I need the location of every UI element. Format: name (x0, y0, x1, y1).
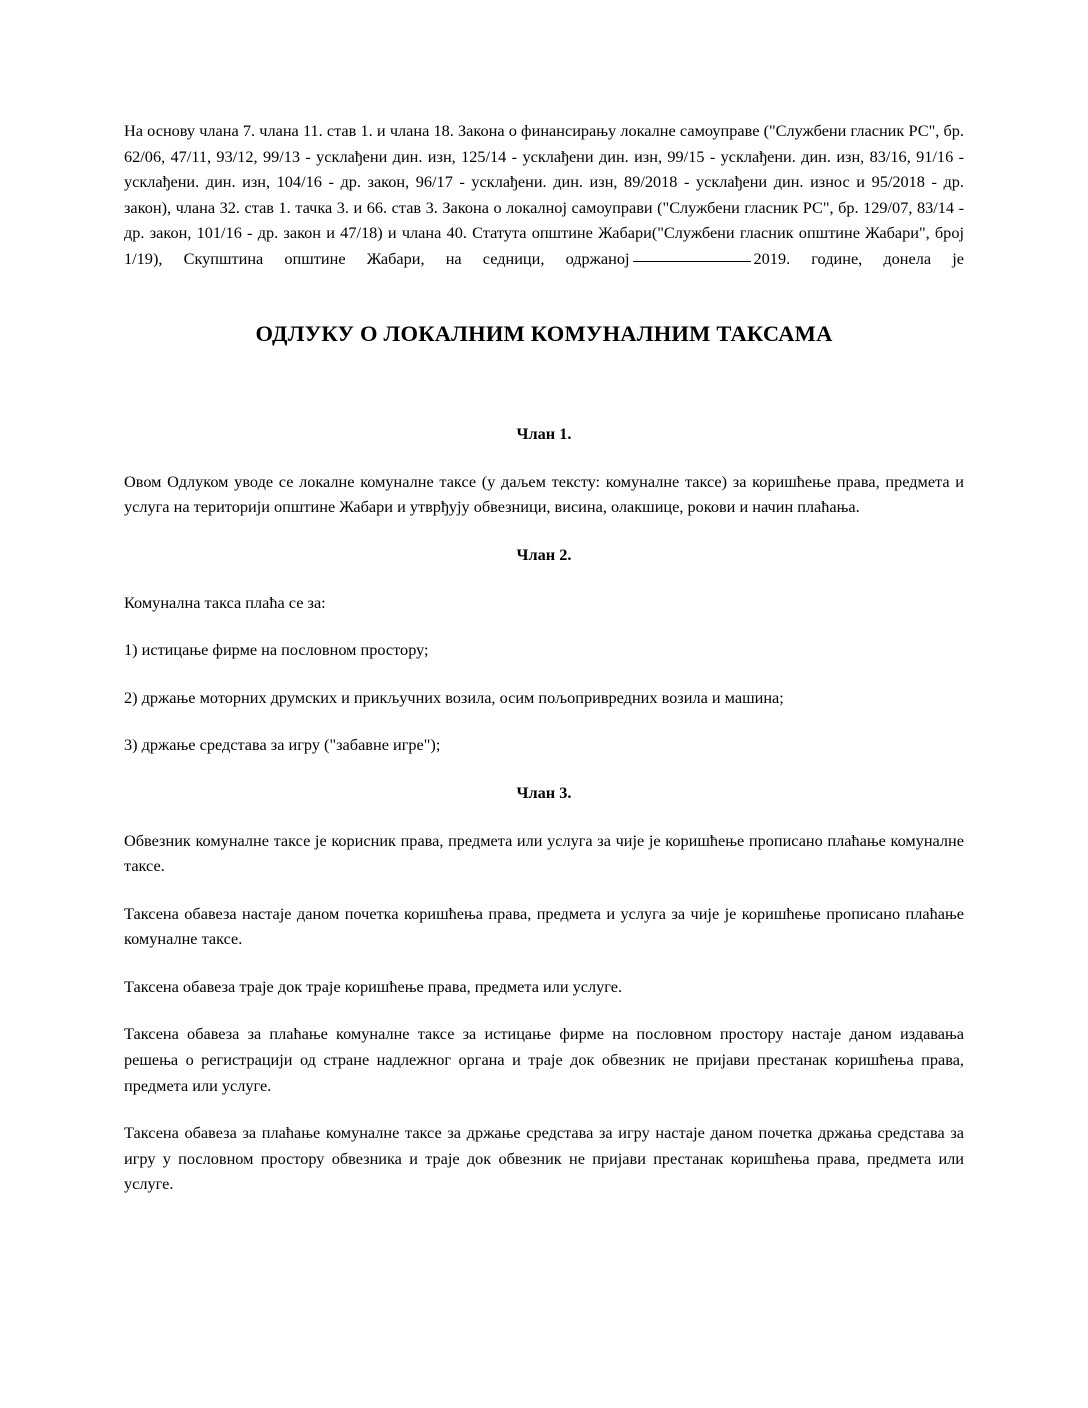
spacer-a3p1 (124, 879, 964, 901)
spacer-a2p2 (124, 663, 964, 685)
spacer-a2p3 (124, 710, 964, 732)
article-2-list-item-3: 3) држање средстава за игру ("забавне игре"); (124, 735, 441, 755)
article-3-paragraph-2: Таксена обавеза настаје даном почетка коришћења права, предмета и услуга за чије је коришћење прописано плаћање комуналне таксе. (124, 903, 964, 949)
spacer-art2 (124, 568, 964, 590)
article-heading-2: Члан 2. (516, 544, 572, 564)
spacer-art3 (124, 806, 964, 828)
document-title: ОДЛУКУ О ЛОКАЛНИМ КОМУНАЛНИМ ТАКСАМА (255, 321, 833, 347)
article-2-paragraph-1: Комунална такса плаћа се за: (124, 592, 326, 612)
article-3-paragraph-5: Таксена обавеза за плаћање комуналне таксе за држање средстава за игру настаје даном почетка држања средстава за игру у пословном простору обвезника и траје док обвезник не пријави престанак коришћења права, предмета или услуге. (124, 1123, 964, 1194)
spacer-a3p4 (124, 1098, 964, 1120)
document-body (124, 118, 964, 1197)
article-2-list-item-2: 2) држање моторних друмских и прикључних возила, осим пољопривредних возила и машина; (124, 687, 784, 707)
spacer-a3p3 (124, 999, 964, 1021)
preamble-text-before-blank: На основу члана 7. члана 11. став 1. и члана 18. Закона о финансирању локалне самоуправе ("Службени гласник РС", бр. 62/06, 47/11, 93/12, 99/13 - усклађени дин. изн, 125/14 - усклађени дин. изн, 99/15 - усклађени. дин. изн, 83/16, 91/16 - усклађени. дин. изн, 104/16 - др. закон, 96/17 - усклађени. дин. изн, 89/2018 - усклађени дин. износ и 95/2018 - др. закон), члана 32. став 1. тачка 3. и 66. став 3. Закона о локалној самоуправи ("Службени гласник РС", бр. 129/07, 83/14 - др. закон, 101/16 - др. закон и 47/18) и члана 40. Статута општине Жабари("Службени гласник општине Жабари", број 1/19), Скупштина општине Жабари, на седници, одржаној (124, 121, 964, 268)
preamble-text-after-blank: 2019. године, донела је (753, 248, 964, 268)
article-2-list-item-1: 1) истицање фирме на пословном простору; (124, 640, 429, 660)
spacer-before-art2 (124, 520, 964, 542)
article-3-paragraph-4: Таксена обавеза за плаћање комуналне таксе за истицање фирме на пословном простору настаје даном издавања решења о регистрацији од стране надлежног органа и траје док обвезник не пријави престанак коришћења права, предмета или услуге. (124, 1024, 964, 1095)
spacer-a2p1 (124, 615, 964, 637)
preamble-paragraph (124, 118, 964, 297)
article-3-paragraph-3: Таксена обавеза траје док траје коришћење права, предмета или услуге. (124, 976, 623, 996)
spacer-before-art3 (124, 758, 964, 780)
spacer-a3p2 (124, 952, 964, 974)
spacer-art1 (124, 447, 964, 469)
spacer-title (124, 349, 964, 421)
article-3-paragraph-1: Обвезник комуналне таксе је корисник права, предмета или услуга за чије је коришћење прописано плаћање комуналне таксе. (124, 830, 964, 876)
article-heading-3: Члан 3. (516, 782, 572, 802)
article-heading-1: Члан 1. (516, 424, 572, 444)
date-blank-field[interactable] (633, 261, 751, 262)
article-1-paragraph-1: Овом Одлуком уводе се локалне комуналне таксе (у даљем тексту: комуналне таксе) за коришћење права, предмета и услуга на територији општине Жабари и утврђују обвезници, висина, олакшице, рокови и начин плаћања. (124, 471, 964, 517)
